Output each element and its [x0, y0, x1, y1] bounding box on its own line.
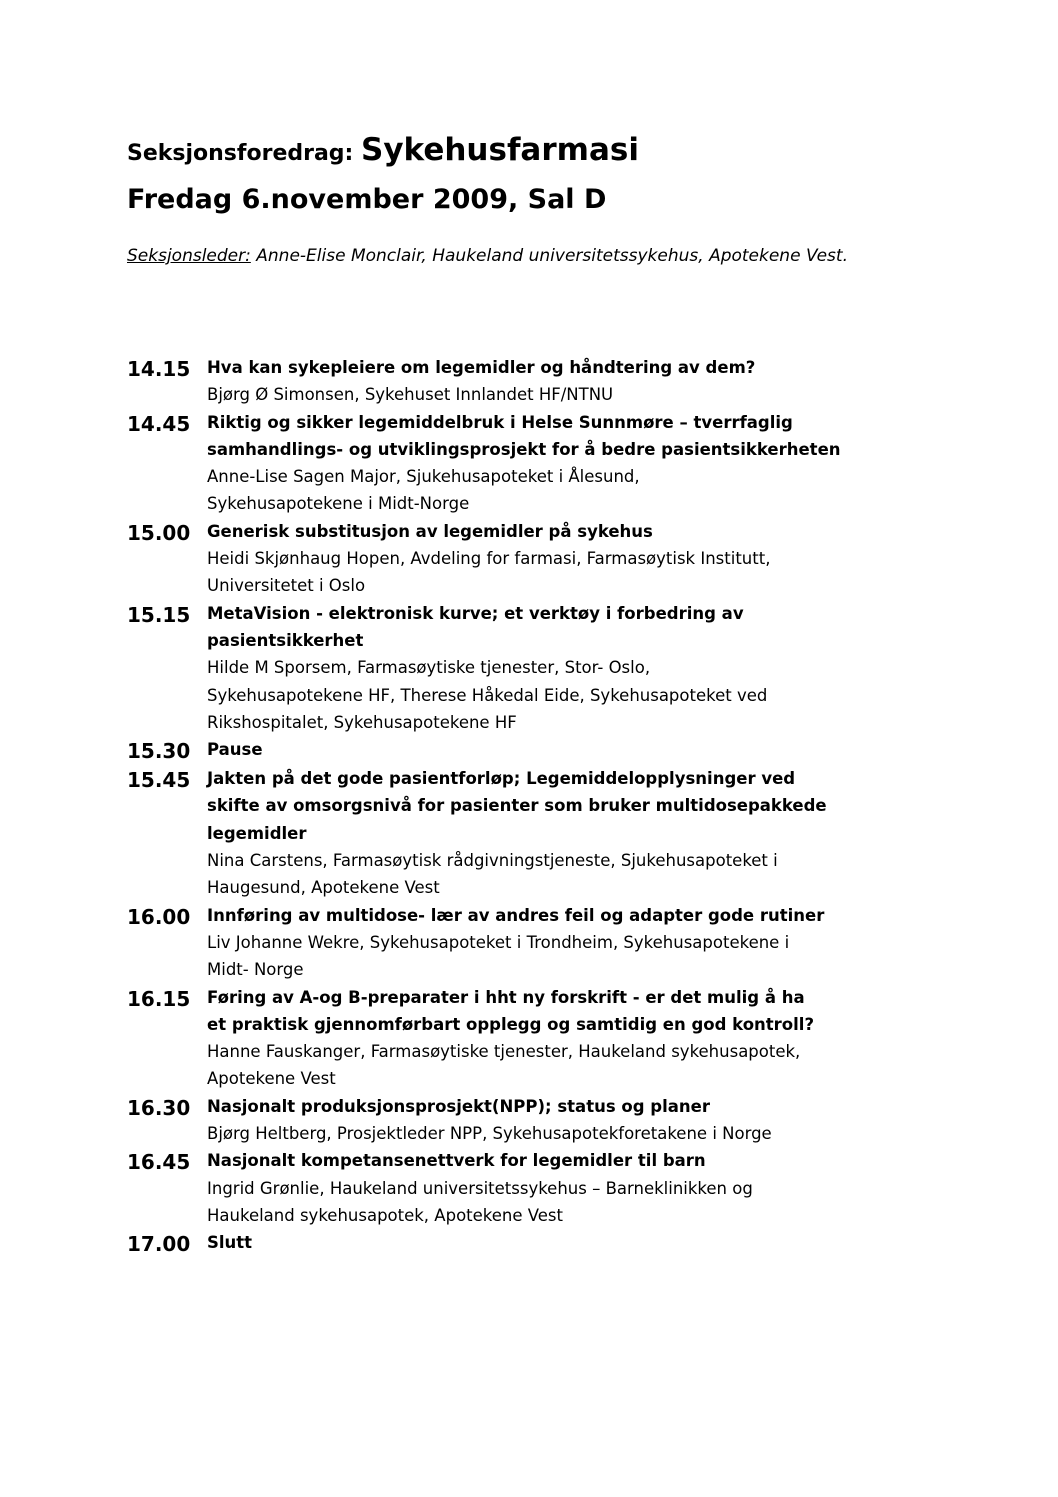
- program-list: [127, 354, 907, 1258]
- talk-title-line: MetaVision - elektronisk kurve; et verktøy i forbedring av: [207, 603, 744, 623]
- program-time: 16.45: [127, 1150, 191, 1175]
- speaker-line: Sykehusapotekene HF, Therese Håkedal Eide, Sykehusapoteket ved: [207, 685, 768, 705]
- speaker-line: Haukeland sykehusapotek, Apotekene Vest: [207, 1205, 563, 1225]
- speaker-line: Universitetet i Oslo: [207, 576, 366, 596]
- program-content: [207, 984, 907, 1093]
- program-time: 15.30: [127, 739, 191, 764]
- program-item: [127, 902, 907, 984]
- speaker-line: Heidi Skjønhaug Hopen, Avdeling for farmasi, Farmasøytisk Institutt,: [207, 549, 771, 569]
- program-item: [127, 600, 907, 736]
- program-time: 15.45: [127, 768, 191, 793]
- program-content: [207, 354, 907, 409]
- program-content: [207, 600, 907, 736]
- talk-title-line: et praktisk gjennomførbart opplegg og samtidig en god kontroll?: [207, 1014, 815, 1034]
- program-content: [207, 902, 907, 984]
- speaker-line: Apotekene Vest: [207, 1069, 336, 1089]
- speaker-line: Hanne Fauskanger, Farmasøytiske tjenester, Haukeland sykehusapotek,: [207, 1042, 801, 1062]
- talk-title-line: Generisk substitusjon av legemidler på sykehus: [207, 521, 653, 541]
- program-item: [127, 765, 907, 901]
- speaker-line: Anne-Lise Sagen Major, Sjukehusapoteket i Ålesund,: [207, 467, 640, 487]
- title-prefix: Seksjonsforedrag:: [127, 141, 362, 166]
- program-item: [127, 409, 907, 518]
- talk-title-line: Jakten på det gode pasientforløp; Legemiddelopplysninger ved: [207, 769, 796, 789]
- talk-title-line: Nasjonalt produksjonsprosjekt(NPP); status og planer: [207, 1096, 710, 1116]
- program-content: [207, 409, 907, 518]
- program-time: 16.00: [127, 904, 191, 929]
- program-time: 14.15: [127, 357, 191, 381]
- section-title: [127, 132, 639, 168]
- leader-label: Seksjonsleder:: [127, 246, 251, 266]
- speaker-line: Nina Carstens, Farmasøytisk rådgivningstjeneste, Sjukehusapoteket i: [207, 851, 778, 871]
- date-line: Fredag 6.november 2009, Sal D: [127, 184, 607, 215]
- program-time: 17.00: [127, 1232, 191, 1257]
- program-time: 15.15: [127, 602, 191, 627]
- speaker-line: Liv Johanne Wekre, Sykehusapoteket i Trondheim, Sykehusapotekene i: [207, 932, 790, 952]
- talk-title-line: pasientsikkerhet: [207, 630, 364, 650]
- program-content: [207, 1229, 907, 1256]
- talk-title-line: Nasjonalt kompetansenettverk for legemidler til barn: [207, 1151, 706, 1171]
- program-content: [207, 518, 907, 600]
- speaker-line: Haugesund, Apotekene Vest: [207, 878, 440, 898]
- program-item: [127, 736, 907, 765]
- program-item: [127, 1229, 907, 1258]
- program-content: [207, 765, 907, 901]
- section-leader: [127, 246, 848, 266]
- program-time: 14.45: [127, 411, 191, 436]
- program-content: [207, 1093, 907, 1148]
- talk-title-line: samhandlings- og utviklingsprosjekt for å bedre pasientsikkerheten: [207, 439, 841, 459]
- talk-title-line: Pause: [207, 740, 263, 760]
- speaker-line: Ingrid Grønlie, Haukeland universitetssykehus – Barneklinikken og: [207, 1178, 753, 1198]
- speaker-line: Bjørg Ø Simonsen, Sykehuset Innlandet HF/NTNU: [207, 385, 614, 405]
- program-content: [207, 736, 907, 763]
- talk-title-line: Slutt: [207, 1233, 253, 1253]
- talk-title-line: Føring av A-og B-preparater i hht ny forskrift - er det mulig å ha: [207, 987, 805, 1007]
- speaker-line: Rikshospitalet, Sykehusapotekene HF: [207, 712, 517, 732]
- talk-title-line: legemidler: [207, 823, 307, 843]
- talk-title-line: Innføring av multidose- lær av andres feil og adapter gode rutiner: [207, 905, 825, 925]
- speaker-line: Hilde M Sporsem, Farmasøytiske tjenester, Stor- Oslo,: [207, 658, 651, 678]
- program-time: 16.15: [127, 986, 191, 1011]
- program-item: [127, 354, 907, 409]
- program-item: [127, 518, 907, 600]
- program-content: [207, 1147, 907, 1229]
- leader-text: Anne-Elise Monclair, Haukeland universitetssykehus, Apotekene Vest.: [250, 246, 848, 266]
- speaker-line: Bjørg Heltberg, Prosjektleder NPP, Sykehusapotekforetakene i Norge: [207, 1124, 772, 1144]
- talk-title-line: Hva kan sykepleiere om legemidler og håndtering av dem?: [207, 358, 756, 377]
- program-item: [127, 1093, 907, 1148]
- program-item: [127, 1147, 907, 1229]
- speaker-line: Midt- Norge: [207, 960, 304, 980]
- program-time: 15.00: [127, 520, 191, 545]
- program-time: 16.30: [127, 1095, 191, 1120]
- talk-title-line: skifte av omsorgsnivå for pasienter som bruker multidosepakkede: [207, 796, 827, 816]
- talk-title-line: Riktig og sikker legemiddelbruk i Helse Sunnmøre – tverrfaglig: [207, 412, 793, 432]
- program-item: [127, 984, 907, 1093]
- speaker-line: Sykehusapotekene i Midt-Norge: [207, 494, 470, 514]
- title-main: Sykehusfarmasi: [361, 132, 639, 168]
